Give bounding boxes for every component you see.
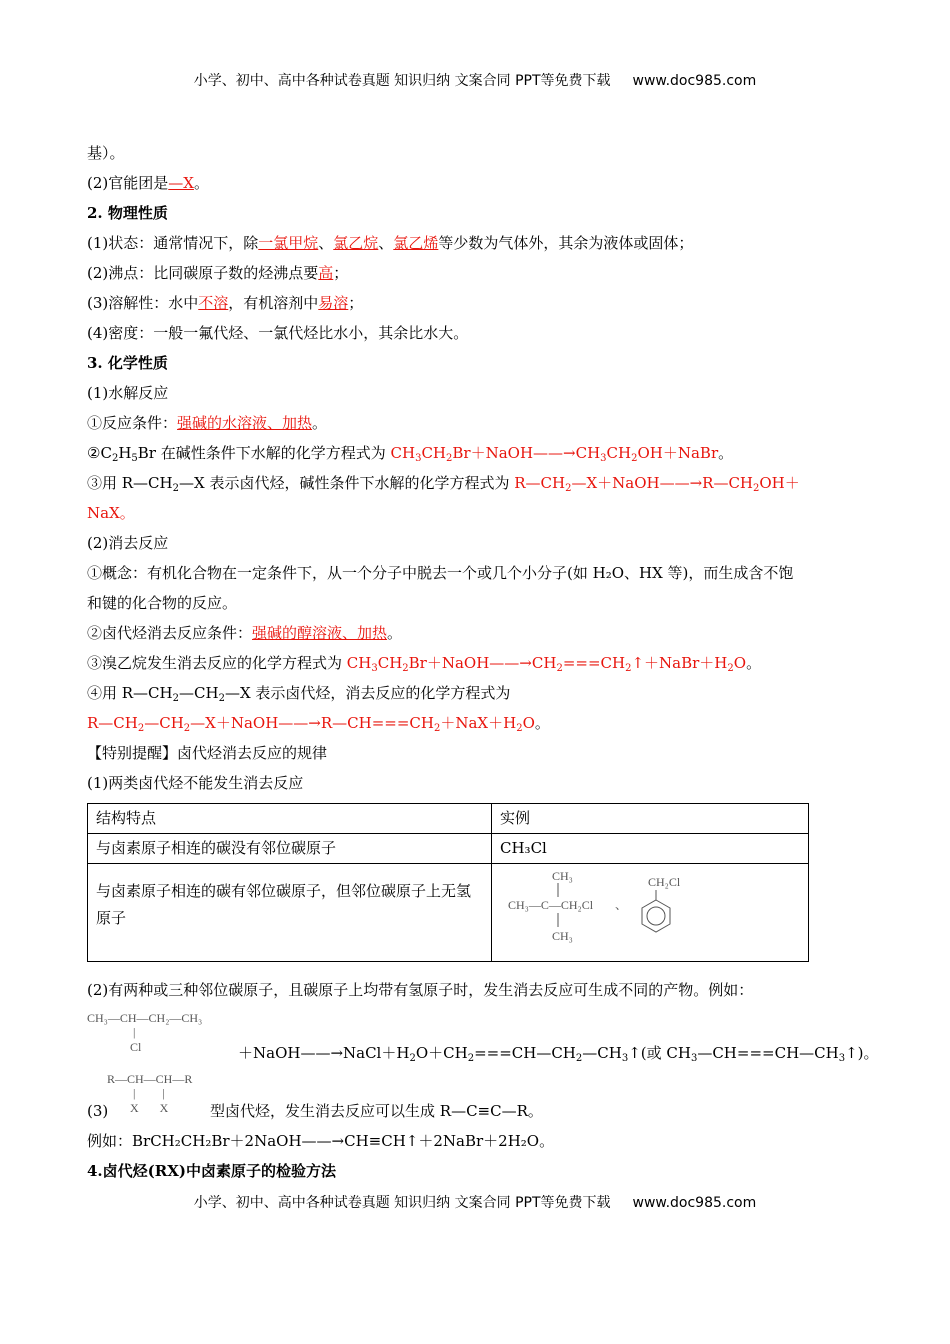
general-elimination-intro: ④用 $R—CH_2—CH_2—X$ 表示卤代烃，消去反应的化学方程式为 [87,684,511,704]
special-reminder: 【特别提醒】卤代烃消去反应的规律 [87,744,328,762]
section-physical-properties: 2. 物理性质 [87,204,168,222]
density-line: (4)密度：一般一氟代烃、一氯代烃比水小，其余比水大。 [87,324,469,342]
section-chemical-properties: 3. 化学性质 [87,354,168,372]
header-url[interactable]: www.doc985.com [632,73,757,89]
elimination-concept-2: 和键的化合物的反应。 [87,594,238,612]
reactant-chain: CH₃—CH—CH₂—CH₃ [87,1011,203,1025]
dihalide-chain: R—CH—CH—R [107,1072,193,1086]
elimination-condition: ②卤代烃消去反应条件：强碱的醇溶液、加热。 [87,624,403,642]
hydrolysis-equation: $②C_2H_5Br$ 在碱性条件下水解的化学方程式为 $CH_3CH_2Br+NaOH——\to CH_3CH_2OH+NaBr$。 [87,444,734,464]
general-hydrolysis-product: NaX。 [87,504,135,522]
dihalide-number: (3) [87,1102,109,1120]
neopentyl-ch3-bottom: CH₃ [552,929,573,943]
dihalide-bonds: | | [133,1086,165,1100]
structure-formulas [500,868,800,948]
benzyl-ch2cl: CH₂Cl [648,875,681,889]
benzene-circle [647,907,665,925]
table-header-example: 实例 [492,804,809,834]
page-footer [0,1192,950,1212]
hydrolysis-condition: ①反应条件：强碱的水溶液、加热。 [87,414,328,432]
reactant-bond: | [133,1025,136,1039]
elimination-concept-1: ①概念：有机化合物在一定条件下，从一个分子中脱去一个或几个小分子(如 H₂O、HX 等)，而生成含不饱 [87,564,794,582]
elimination-table [87,803,809,962]
table-cell-example-2 [492,864,809,962]
multiple-products-line: (2)有两种或三种邻位碳原子，且碳原子上均带有氢原子时，发生消去反应可生成不同的产物。例如： [87,981,754,999]
table-cell-feature-1: 与卤素原子相连的碳没有邻位碳原子 [88,834,492,864]
benzene-ring [642,900,670,932]
reactant-cl: Cl [130,1040,142,1054]
general-elimination-equation: $R—CH_2—CH_2—X+NaOH——\to R—CH===CH_2+NaX+H_2O$。 [87,714,550,734]
multiple-products-equation: $+NaOH——\to NaCl+H_2O+CH_2===CH—CH_2—CH_3↑$(或 $CH_3—CH===CH—CH_3↑$)。 [238,1044,879,1064]
comma: 、 [615,898,628,912]
hydrolysis-heading: (1)水解反应 [87,384,169,402]
solubility-line: (3)溶解性：水中不溶，有机溶剂中易溶； [87,294,364,312]
footer-url[interactable]: www.doc985.com [632,1195,757,1211]
neopentyl-ch3-top: CH₃ [552,869,573,883]
elimination-heading: (2)消去反应 [87,534,169,552]
boiling-point-line: (2)沸点：比同碳原子数的烃沸点要高； [87,264,349,282]
table-cell-example-1: CH₃Cl [492,834,809,864]
state-line: (1)状态：通常情况下，除一氯甲烷、氯乙烷、氯乙烯等少数为气体外，其余为液体或固体； [87,234,694,252]
line-continuation: 基）。 [87,144,125,162]
table-header-feature: 结构特点 [88,804,492,834]
footer-text: 小学、初中、高中各种试卷真题 知识归纳 文案合同 PPT等免费下载 [193,1195,611,1211]
table-cell-feature-2: 与卤素原子相连的碳有邻位碳原子，但邻位碳原子上无氢原子 [88,864,492,962]
general-hydrolysis-equation: ③用 $R—CH_2—X$ 表示卤代烃，碱性条件下水解的化学方程式为 $R—CH_2—X+NaOH——\to R—CH_2OH+$ [87,474,800,494]
section-halogen-test: 4.卤代烃(RX)中卤素原子的检验方法 [87,1162,336,1180]
dihalide-example: 例如：BrCH₂CH₂Br＋2NaOH——→CH≡CH↑＋2NaBr＋2H₂O。 [87,1132,555,1150]
functional-group-line: (2)官能团是—X。 [87,174,209,192]
two-types-heading: (1)两类卤代烃不能发生消去反应 [87,774,304,792]
header-text: 小学、初中、高中各种试卷真题 知识归纳 文案合同 PPT等免费下载 [193,73,611,89]
answer-functional-group: —X [168,174,194,192]
bromoethane-elimination: ③溴乙烷发生消去反应的化学方程式为 $CH_3CH_2Br+NaOH——\to CH_2===CH_2↑+NaBr+H_2O$。 [87,654,762,674]
dihalide-line: 型卤代烃，发生消去反应可以生成 R—C≡C—R。 [210,1102,543,1120]
dihalide-x: X X [130,1101,169,1115]
page-header [0,70,950,90]
neopentyl-ch3-left: CH₃—C—CH₂Cl [508,898,594,912]
